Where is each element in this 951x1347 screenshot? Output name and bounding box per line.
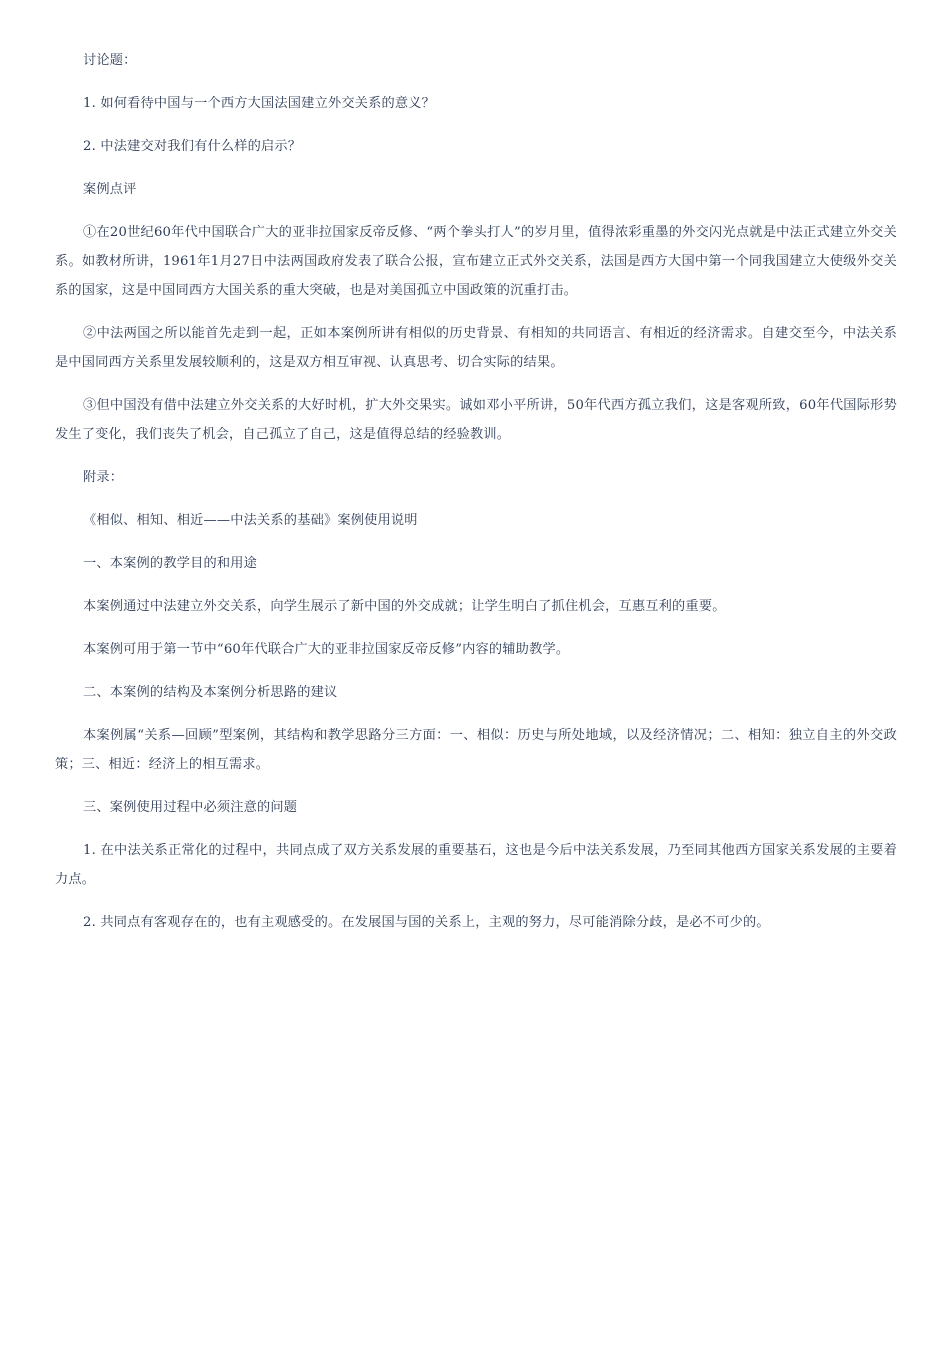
section-3-point-1: 1. 在中法关系正常化的过程中，共同点成了双方关系发展的重要基石，这也是今后中法关系发展，乃至同其他西方国家关系发展的主要着力点。 xyxy=(55,843,897,887)
section-1-paragraph-2: 本案例可用于第一节中“60年代联合广大的亚非拉国家反帝反修”内容的辅助教学。 xyxy=(83,642,570,657)
discussion-heading: 讨论题： xyxy=(83,53,137,68)
appendix-heading: 附录： xyxy=(83,470,124,485)
document-body xyxy=(55,46,897,951)
review-paragraph-1: ①在20世纪60年代中国联合广大的亚非拉国家反帝反修、“两个拳头打人”的岁月里，值得浓彩重墨的外交闪光点就是中法正式建立外交关系。如教材所讲，1961年1月27日中法两国政府发表了联合公报，宣布建立正式外交关系，法国是西方大国中第一个同我国建立大使级外交关系的国家，这是中国同西方大国关系的重大突破，也是对美国孤立中国政策的沉重打击。 xyxy=(55,225,897,298)
section-3-heading: 三、案例使用过程中必须注意的问题 xyxy=(83,800,298,815)
usage-title: 《相似、相知、相近——中法关系的基础》案例使用说明 xyxy=(83,513,418,528)
section-1-heading: 一、本案例的教学目的和用途 xyxy=(83,556,258,571)
review-paragraph-2: ②中法两国之所以能首先走到一起，正如本案例所讲有相似的历史背景、有相知的共同语言、有相近的经济需求。自建交至今，中法关系是中国同西方关系里发展较顺利的，这是双方相互审视、认真思考、切合实际的结果。 xyxy=(55,326,897,370)
section-2-paragraph: 本案例属“关系—回顾”型案例，其结构和教学思路分三方面：一、相似：历史与所处地域，以及经济情况；二、相知：独立自主的外交政策；三、相近：经济上的相互需求。 xyxy=(55,728,897,772)
section-3-point-2: 2. 共同点有客观存在的，也有主观感受的。在发展国与国的关系上，主观的努力，尽可能消除分歧，是必不可少的。 xyxy=(83,915,770,930)
discussion-question-2: 2. 中法建交对我们有什么样的启示？ xyxy=(83,139,302,154)
review-paragraph-3: ③但中国没有借中法建立外交关系的大好时机，扩大外交果实。诚如邓小平所讲，50年代西方孤立我们，这是客观所致，60年代国际形势发生了变化，我们丧失了机会，自己孤立了自己，这是值得总结的经验教训。 xyxy=(55,398,897,442)
section-2-heading: 二、本案例的结构及本案例分析思路的建议 xyxy=(83,685,338,700)
section-1-paragraph-1: 本案例通过中法建立外交关系，向学生展示了新中国的外交成就；让学生明白了抓住机会，互惠互利的重要。 xyxy=(83,599,726,614)
case-review-heading: 案例点评 xyxy=(83,182,137,197)
discussion-question-1: 1. 如何看待中国与一个西方大国法国建立外交关系的意义？ xyxy=(83,96,436,111)
